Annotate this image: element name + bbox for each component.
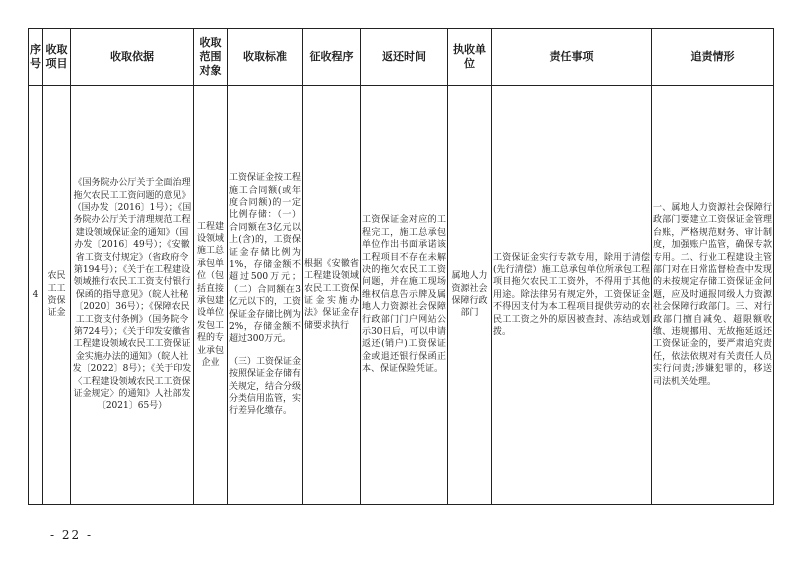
header-standard: 收取标准 [228,29,303,86]
cell-accountability: 一、属地人力资源社会保障行政部门要建立工资保证金管理台账，严格规范财务、审计制度，加强账户监管，确保专款专用。二、行业工程建设主管部门对在日常监督检查中发现的未按规定存储工资保证金问题，应及时通报同级人力资源社会保障行政部门。三、对行政部门擅自减免、超限额收缴、违规挪用、无故拖延返还工资保证金的，要严肃追究责任，依法依规对有关责任人员实行问责;涉嫌犯罪的，移送司法机关处理。 [652,86,774,505]
standard-part-1: 工资保证金按工程施工合同额(或年度合同额)的一定比例存储：（一）合同额在3亿元以上(含)的，工资保证金存储比例为1%，存储金额不超过500万元；（二）合同额在3亿元以下的，工资保证金存储比例为2%，存储金额不超过300万元。 [229,173,302,345]
cell-collector: 属地人力资源社会保障行政部门 [448,86,492,505]
header-basis: 收取依据 [71,29,194,86]
cell-item: 农民工工资保证金 [43,86,71,505]
fee-table [28,28,774,505]
cell-procedure: 根据《安徽省工程建设领域农民工工资保证金实施办法》保证金存储要求执行 [303,86,361,505]
cell-scope: 工程建设领域施工总承包单位（包括直接承包建设单位发包工程的专业承包企业 [194,86,228,505]
header-return-time: 返还时间 [361,29,448,86]
table-row [29,86,774,505]
cell-standard [228,86,303,505]
header-accountability: 追责情形 [652,29,774,86]
header-collector: 执收单位 [448,29,492,86]
cell-return-time: 工资保证金对应的工程完工，施工总承包单位作出书面承诺该工程项目不存在未解决的拖欠农民工工资问题，并在施工现场维权信息告示牌及属地人力资源社会保障行政部门门户网站公示30日后，可以申请返还(销户)工资保证金或退还银行保函正本、保证保险凭证。 [361,86,448,505]
cell-duty: 工资保证金实行专款专用，除用于清偿(先行清偿）施工总承包单位所承包工程项目拖欠农民工工资外，不得用于其他用途。除法律另有规定外，工资保证金不得因支付为本工程项目提供劳动的农民工工资之外的原因被查封、冻结或划拨。 [492,86,652,505]
cell-basis: 《国务院办公厅关于全面治理拖欠农民工工资问题的意见》（国办发〔2016〕1号）；《国务院办公厅关于清理规范工程建设领域保证金的通知》（国办发〔2016〕49号）；《安徽省工资支付规定》（省政府令第194号）；《关于在工程建设领域推行农民工工资支付银行保函的指导意见》（皖人社秘〔2020〕36号）；《保障农民工工资支付条例》（国务院令第724号）；《关于印发安徽省工程建设领域农民工工资保证金实施办法的通知》（皖人社发〔2022〕8号）；《关于印发〈工程建设领域农民工工资保证金规定〉的通知》人社部发〔2021〕65号） [71,86,194,505]
header-row [29,29,774,86]
header-duty: 责任事项 [492,29,652,86]
page-number: - 22 - [50,528,94,542]
cell-seq: 4 [29,86,43,505]
header-item: 收取项目 [43,29,71,86]
standard-part-2: （三）工资保证金按照保证金存储有关规定，结合分级分类信用监管，实行差异化缴存。 [229,356,302,417]
header-seq: 序号 [29,29,43,86]
header-procedure: 征收程序 [303,29,361,86]
header-scope: 收取范围对象 [194,29,228,86]
